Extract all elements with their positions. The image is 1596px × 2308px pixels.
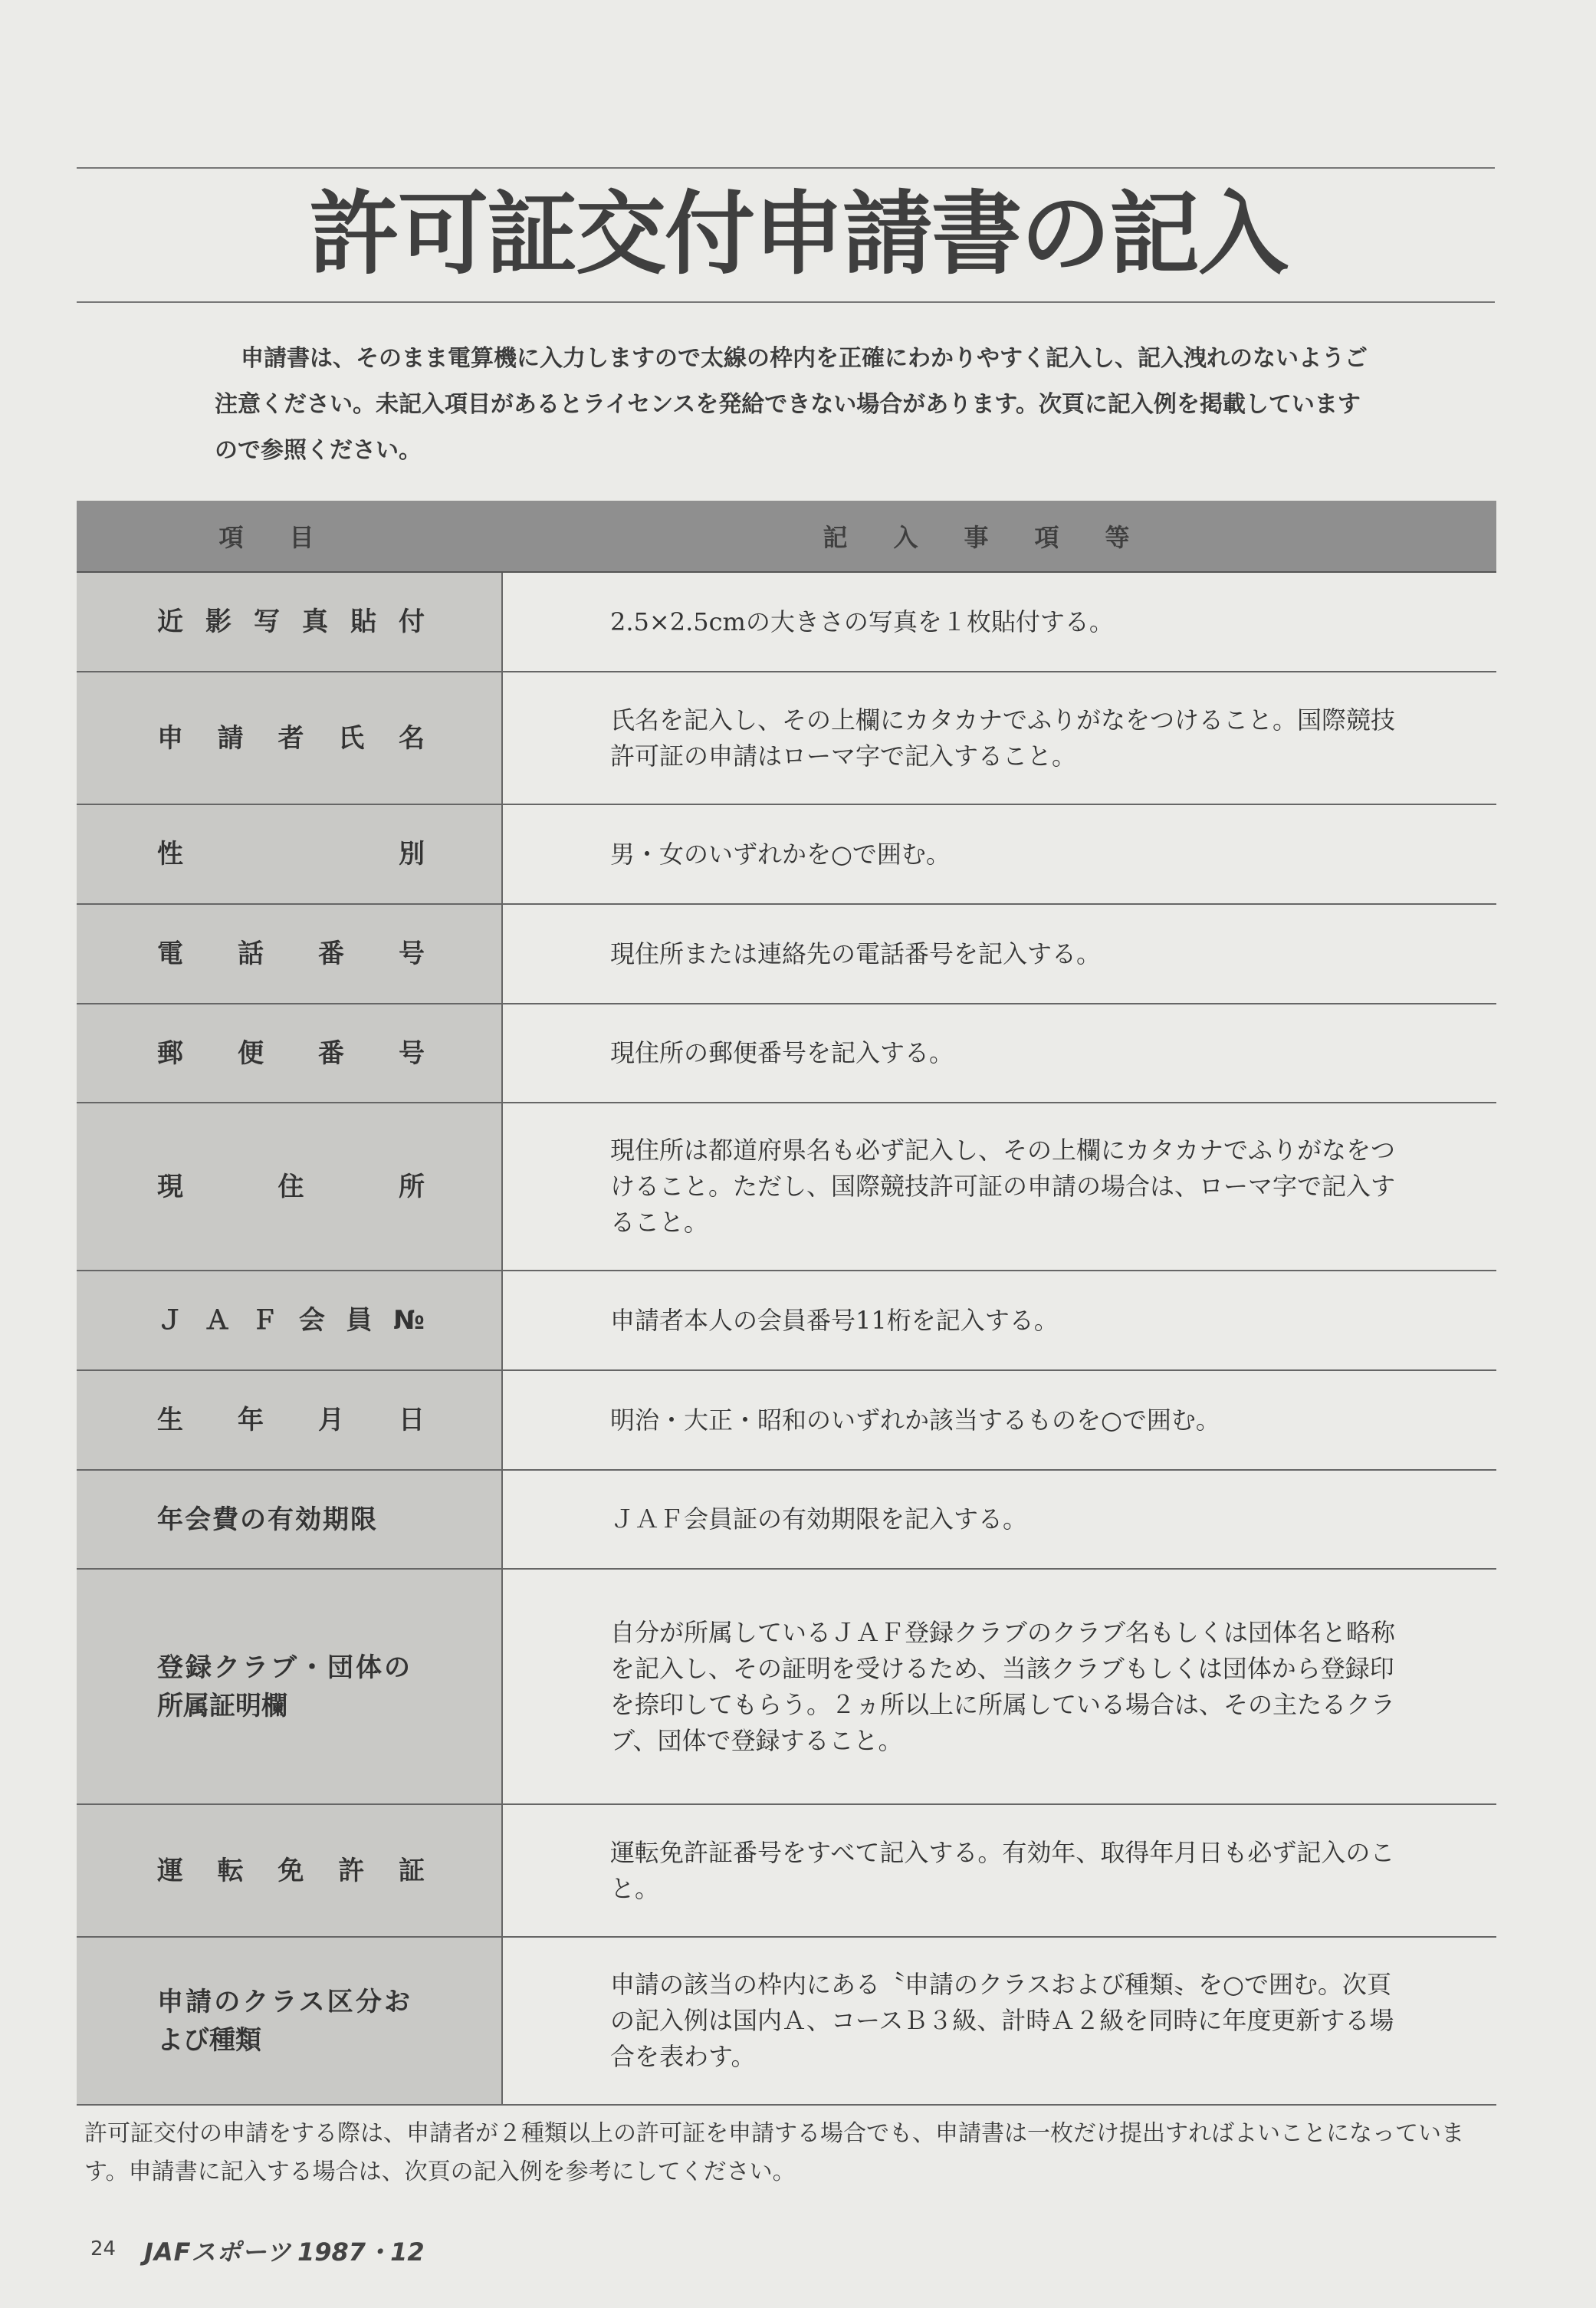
- table-row: [77, 1370, 1496, 1470]
- title-rule: [77, 301, 1495, 303]
- row-description: ＪＡＦ会員証の有効期限を記入する。: [502, 1470, 1496, 1569]
- row-label: 近影写真貼付: [157, 607, 425, 637]
- intro-paragraph: 申請書は、そのまま電算機に入力しますので太線の枠内を正確にわかりやすく記入し、記入洩れのないようご注意ください。未記入項目があるとライセンスを発給できない場合があります。次頁に記入例を掲載していますので参照ください。: [215, 345, 1368, 464]
- row-description: 明治・大正・昭和のいずれか該当するものを○で囲む。: [502, 1370, 1496, 1470]
- row-description: 現住所または連絡先の電話番号を記入する。: [502, 904, 1496, 1004]
- row-description: 現住所は都道府県名も必ず記入し、その上欄にカタカナでふりがなをつけること。ただし、国際競技許可証の申請の場合は、ローマ字で記入すること。: [502, 1103, 1496, 1271]
- row-label: 申請のクラス区分および種類: [157, 1986, 410, 2056]
- row-label: 生年月日: [157, 1405, 425, 1435]
- table-row: [77, 1004, 1496, 1103]
- row-label: 電話番号: [157, 939, 425, 969]
- row-label: 性別: [157, 839, 425, 870]
- footer-note: 許可証交付の申請をする際は、申請者が２種類以上の許可証を申請する場合でも、申請書は一枚だけ提出すればよいことになっています。申請書に記入する場合は、次頁の記入例を参考にしてください。: [84, 2120, 1464, 2185]
- row-description: 自分が所属しているＪＡＦ登録クラブのクラブ名もしくは団体名と略称を記入し、その証明を受けるため、当該クラブもしくは団体から登録印を捺印してもらう。２ヵ所以上に所属している場合は、その主たるクラブ、団体で登録すること。: [502, 1569, 1496, 1804]
- page-number: 24: [90, 2237, 117, 2260]
- page-title: 許可証交付申請書の記入: [308, 181, 1287, 287]
- row-description: 運転免許証番号をすべて記入する。有効年、取得年月日も必ず記入のこと。: [502, 1804, 1496, 1937]
- table-header-row: [77, 501, 1496, 572]
- row-label: 年会費の有効期限: [157, 1504, 378, 1535]
- row-description: 2.5×2.5cmの大きさの写真を１枚貼付する。: [502, 572, 1496, 672]
- row-label: ＪＡＦ会員№: [157, 1305, 425, 1336]
- table-row: [77, 1937, 1496, 2105]
- magazine-name: JAFスポーツ: [144, 2237, 292, 2267]
- row-label: 登録クラブ・団体の所属証明欄: [157, 1652, 410, 1721]
- table-row: [77, 1804, 1496, 1937]
- row-description: 申請者本人の会員番号11桁を記入する。: [502, 1271, 1496, 1370]
- row-description: 男・女のいずれかを○で囲む。: [502, 804, 1496, 904]
- header-item: 項目: [77, 501, 502, 572]
- row-description: 現住所の郵便番号を記入する。: [502, 1004, 1496, 1103]
- row-label: 運転免許証: [157, 1855, 425, 1886]
- table-row: [77, 804, 1496, 904]
- row-label: 郵便番号: [157, 1037, 425, 1069]
- row-description: 申請の該当の枠内にある〝申請のクラスおよび種類〟を○で囲む。次頁の記入例は国内Ａ、コースＢ３級、計時Ａ２級を同時に年度更新する場合を表わす。: [502, 1937, 1496, 2105]
- row-label: 現住所: [157, 1171, 425, 1202]
- table-row: [77, 1569, 1496, 1804]
- table-row: [77, 1103, 1496, 1271]
- issue-date: 1987・12: [297, 2237, 425, 2267]
- table-row: [77, 1271, 1496, 1370]
- header-details: 記入事項等: [502, 501, 1496, 572]
- table-row: [77, 1470, 1496, 1569]
- table-row: [77, 672, 1496, 804]
- row-description: 氏名を記入し、その上欄にカタカナでふりがなをつけること。国際競技許可証の申請はローマ字で記入すること。: [502, 672, 1496, 804]
- top-rule: [77, 167, 1495, 169]
- table-row: [77, 904, 1496, 1004]
- row-label: 申請者氏名: [157, 722, 425, 754]
- table-row: [77, 572, 1496, 672]
- instruction-table: [77, 501, 1496, 2106]
